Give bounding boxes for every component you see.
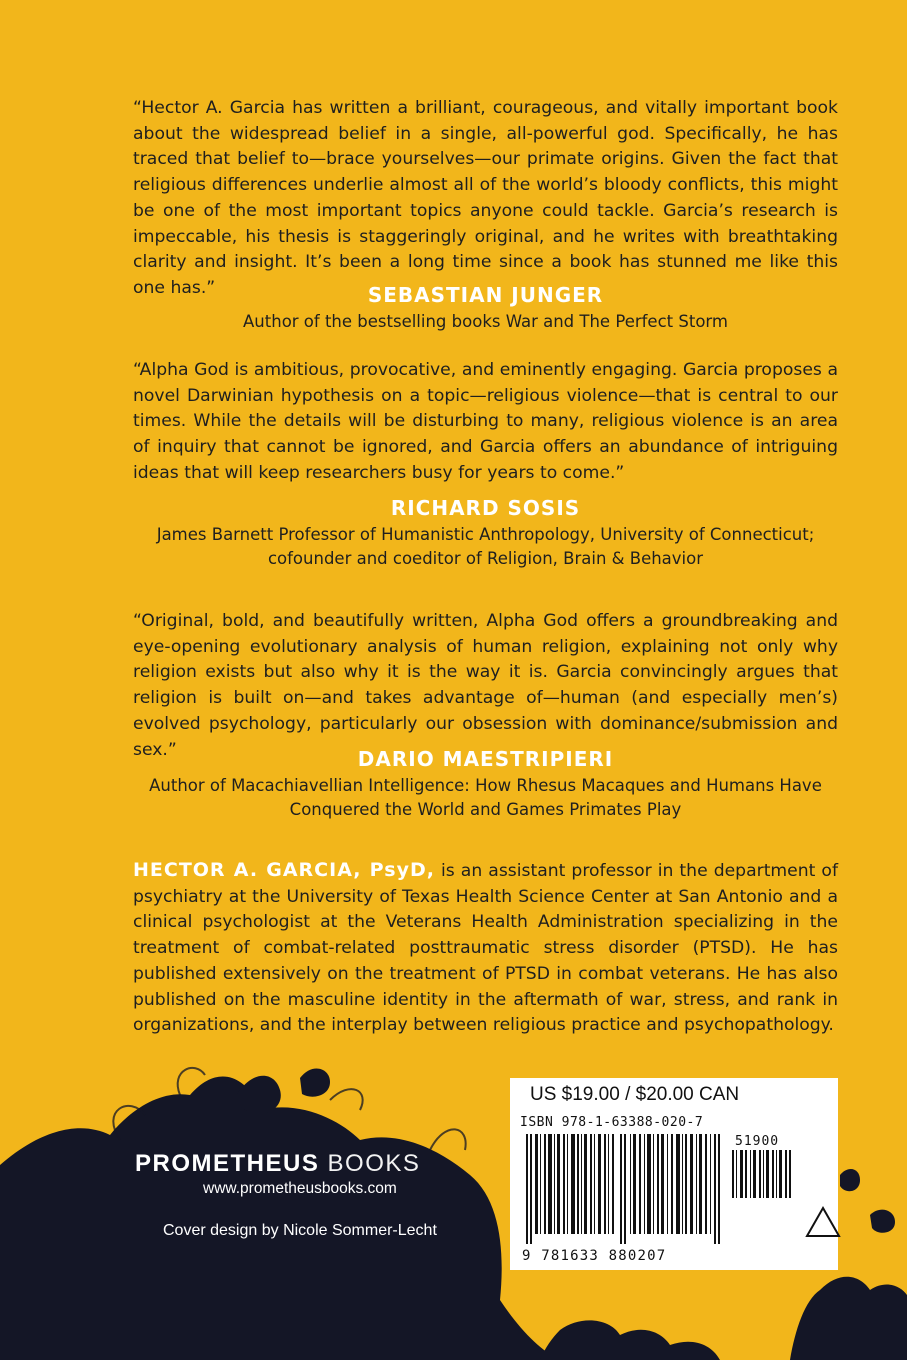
author-bio-name: HECTOR A. GARCIA, PsyD, — [133, 859, 435, 881]
isbn-digits: 9 781633 880207 — [522, 1248, 667, 1264]
price-code: 51900 — [735, 1134, 780, 1149]
reviewer-name-maestripieri: DARIO MAESTRIPIERI — [357, 747, 614, 771]
quote-maestripieri: “Original, bold, and beautifully written, Alpha God offers a groundbreaking and eye-opening evolutionary analysis of human religion, explaining not only why religion exists but also why it is the way it is. Garcia convincingly argues that religion is built on—and takes advantage of—human (and especially men’s) evolved psychology, particularly our obsession with dominance/submission and sex.” — [133, 611, 838, 760]
isbn-label: ISBN 978-1-63388-020-7 — [520, 1115, 704, 1130]
reviewer-affiliation-maestripieri-line1: Author of Macachiavellian Intelligence: How Rhesus Macaques and Humans Have — [149, 776, 822, 795]
reviewer-name-junger: SEBASTIAN JUNGER — [367, 283, 604, 307]
isbn-barcode — [526, 1134, 722, 1244]
publisher-logo — [135, 1150, 420, 1178]
publisher-name-bold: PROMETHEUS — [135, 1150, 320, 1177]
reviewer-affiliation-junger: Author of the bestselling books War and The Perfect Storm — [243, 312, 728, 331]
cover-design-credit: Cover design by Nicole Sommer-Lecht — [163, 1222, 437, 1239]
publisher-url: www.prometheusbooks.com — [203, 1180, 397, 1197]
price-label: US $19.00 / $20.00 CAN — [530, 1084, 740, 1105]
quote-sosis: “Alpha God is ambitious, provocative, and eminently engaging. Garcia proposes a novel Darwinian hypothesis on a topic—religious violence—that is central to our times. While the details will be disturbing to many, religious violence is an area of inquiry that cannot be ignored, and Garcia offers an abundance of intriguing ideas that will keep researchers busy for years to come.” — [133, 360, 838, 483]
publisher-block — [135, 1150, 420, 1198]
price-barcode — [732, 1150, 792, 1198]
barcode-box — [510, 1078, 838, 1270]
reviewer-affiliation-sosis-line2: cofounder and coeditor of Religion, Brain & Behavior — [267, 549, 704, 568]
triangle-icon — [803, 1202, 843, 1242]
reviewer-affiliation-maestripieri-line2: Conquered the World and Games Primates Play — [289, 800, 682, 819]
quote-junger: “Hector A. Garcia has written a brilliant, courageous, and vitally important book about the widespread belief in a single, all-powerful god. Specifically, he has traced that belief to—brace yourselves—our primate origins. Given the fact that religious differences underlie almost all of the world’s bloody conflicts, this might be one of the most important topics anyone could tackle. Garcia’s research is impeccable, his thesis is staggeringly original, and he writes with breathtaking clarity and insight. It’s been a long time since a book has stunned me like this one has.” — [133, 98, 838, 298]
back-cover-text — [133, 96, 838, 1039]
reviewer-affiliation-sosis-line1: James Barnett Professor of Humanistic Anthropology, University of Connecticut; — [156, 525, 815, 544]
author-bio — [133, 858, 838, 1039]
author-bio-text: is an assistant professor in the department of psychiatry at the University of Texas Health Science Center at San Antonio and a clinical psychologist at the Veterans Health Administration specializing in the treatment of combat-related posttraumatic stress disorder (PTSD). He has published extensively on the treatment of PTSD in combat veterans. He has also published on the masculine identity in the aftermath of war, stress, and rank in organizations, and the interplay between religious practice and psychopathology. — [133, 861, 838, 1036]
publisher-name-light: BOOKS — [319, 1150, 421, 1177]
reviewer-name-sosis: RICHARD SOSIS — [390, 496, 581, 520]
